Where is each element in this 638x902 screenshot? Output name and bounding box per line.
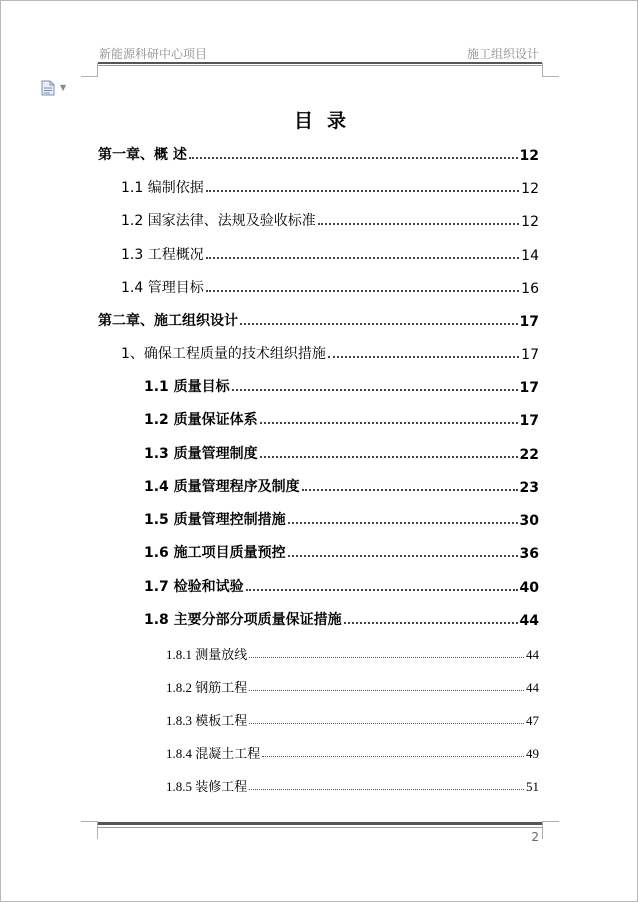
toc-leader (260, 456, 518, 458)
toc-entry-text: 1.5 质量管理控制措施 (144, 512, 286, 528)
toc-leader (189, 157, 518, 159)
toc-entry[interactable] (166, 707, 539, 729)
toc-leader (240, 323, 518, 325)
toc-entry[interactable] (166, 641, 539, 663)
toc-page: 16 (521, 281, 539, 297)
toc-entry-text: 1.4 质量管理程序及制度 (144, 479, 300, 495)
toc-page: 49 (526, 746, 539, 761)
toc-entry-text: 1.1 编制依据 (121, 180, 204, 196)
toc-leader (302, 489, 518, 491)
toc-entry[interactable] (121, 242, 539, 264)
toc-page: 30 (519, 513, 539, 529)
header-project-name: 新能源科研中心项目 (99, 47, 208, 61)
toc-entry[interactable] (144, 407, 539, 429)
crop-mark (542, 821, 559, 822)
toc-entry-text: 1.2 国家法律、法规及验收标准 (121, 213, 316, 229)
toc-page: 22 (519, 447, 539, 463)
toc-leader (318, 223, 519, 225)
toc-page: 44 (519, 613, 539, 629)
toc-entry-text: 1.7 检验和试验 (144, 579, 244, 595)
crop-mark (81, 76, 98, 77)
toc-entry-text: 1.8.1 测量放线 (166, 647, 248, 662)
toc-page: 17 (519, 380, 539, 396)
crop-mark (542, 76, 559, 77)
header-doc-type: 施工组织设计 (466, 47, 539, 61)
toc-entry-text: 1.8 主要分部分项质量保证措施 (144, 612, 342, 628)
toc-page: 12 (521, 214, 539, 230)
toc-entry[interactable] (121, 275, 539, 297)
toc-entry-text: 第一章、概 述 (98, 147, 187, 163)
toc-entry[interactable] (144, 540, 539, 562)
toc-entry[interactable] (121, 208, 539, 230)
footer-rule (98, 822, 542, 825)
toc-leader (246, 589, 518, 591)
toc-page: 17 (521, 347, 539, 363)
toc-entry[interactable] (166, 773, 539, 795)
crop-mark (542, 821, 543, 839)
toc-entry-text: 1.8.3 模板工程 (166, 713, 248, 728)
toc-entry[interactable] (98, 142, 539, 164)
toc-entry-text: 1.2 质量保证体系 (144, 412, 258, 428)
toc-page: 12 (521, 181, 539, 197)
toc-entry[interactable] (144, 441, 539, 463)
toc-leader (206, 190, 519, 192)
toc-page: 17 (519, 314, 539, 330)
chevron-down-icon[interactable]: ▼ (60, 83, 67, 92)
toc-entry-text: 1.1 质量目标 (144, 379, 230, 395)
toc-entry[interactable] (121, 341, 539, 363)
toc-entry[interactable] (166, 674, 539, 696)
toc-leader (249, 723, 524, 724)
toc-leader (344, 622, 518, 624)
toc-entry[interactable] (144, 574, 539, 596)
toc-page: 23 (519, 480, 539, 496)
toc-page: 51 (526, 779, 539, 794)
footer-rule-thin (98, 827, 542, 828)
toc-leader (262, 756, 524, 757)
header-rule (98, 62, 542, 64)
toc-entry-text: 1.8.4 混凝土工程 (166, 746, 261, 761)
toc-entry-text: 1.6 施工项目质量预控 (144, 545, 286, 561)
toc-page: 44 (526, 647, 539, 662)
toc-leader (249, 657, 524, 658)
toc-leader (260, 422, 518, 424)
toc-entry-text: 第二章、施工组织设计 (98, 313, 238, 329)
toc-entry-text: 1.8.2 钢筋工程 (166, 680, 248, 695)
toc-entry[interactable] (144, 507, 539, 529)
paste-options-icon[interactable] (41, 80, 55, 96)
toc-page: 17 (519, 413, 539, 429)
toc-entry[interactable] (144, 474, 539, 496)
toc-leader (288, 555, 518, 557)
toc-entry-text: 1、确保工程质量的技术组织措施 (121, 346, 326, 362)
toc-entry[interactable] (144, 607, 539, 629)
toc-entry-text: 1.3 工程概况 (121, 247, 204, 263)
crop-mark (542, 63, 543, 77)
toc-entry-text: 1.8.5 装修工程 (166, 779, 248, 794)
toc-leader (328, 356, 519, 358)
toc-entry-text: 1.4 管理目标 (121, 280, 204, 296)
toc-leader (249, 690, 524, 691)
toc-leader (206, 290, 519, 292)
toc-page: 12 (519, 148, 539, 164)
toc-entry[interactable] (121, 175, 539, 197)
toc-leader (206, 257, 519, 259)
crop-mark (81, 821, 98, 822)
toc-entry[interactable] (98, 308, 539, 330)
toc-page: 47 (526, 713, 539, 728)
toc-page: 36 (519, 546, 539, 562)
toc-page: 40 (519, 580, 539, 596)
toc-page: 44 (526, 680, 539, 695)
header-rule-thin (98, 65, 542, 66)
toc-leader (249, 789, 524, 790)
toc-leader (232, 389, 518, 391)
toc-title: 目录 (293, 110, 360, 132)
page-number: 2 (531, 830, 539, 844)
toc-leader (288, 522, 518, 524)
toc-entry[interactable] (166, 740, 539, 762)
toc-entry[interactable] (144, 374, 539, 396)
toc-entry-text: 1.3 质量管理制度 (144, 446, 258, 462)
toc-page: 14 (521, 248, 539, 264)
